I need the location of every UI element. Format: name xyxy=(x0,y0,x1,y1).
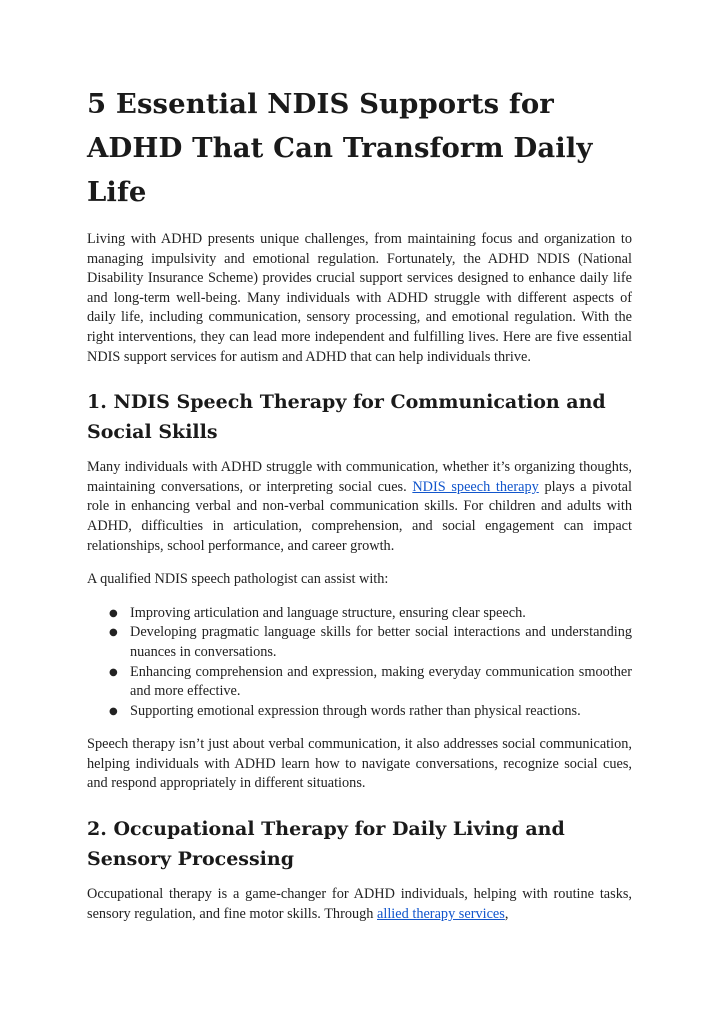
document-page xyxy=(87,82,632,938)
list-item xyxy=(87,663,632,702)
section-1-list-intro: A qualified NDIS speech pathologist can assist with: xyxy=(87,571,389,588)
list-item-text: Enhancing comprehension and expression, making everyday communication smoother and more effective. xyxy=(130,663,632,700)
page-title: 5 Essential NDIS Supports for ADHD That Can Transform Daily Life xyxy=(87,88,593,208)
section-2-text-after-link: , xyxy=(504,905,509,922)
bullet-icon: ● xyxy=(109,627,118,639)
section-2-text-before-link: Occupational therapy is a game-changer for ADHD individuals, helping with routine tasks, sensory regulation, and fine motor skills. Through xyxy=(87,886,632,922)
section-1-paragraph-1 xyxy=(87,458,632,556)
list-item xyxy=(87,702,632,722)
bullet-icon: ● xyxy=(109,705,118,717)
intro-paragraph: Living with ADHD presents unique challenges, from maintaining focus and organization to managing impulsivity and emotional regulation. Fortunately, the ADHD NDIS (National Disability Insurance Scheme) provides crucial support services designed to enhance daily life and long-term well-being. Many individuals with ADHD struggle with different aspects of daily life, including communication, sensory processing, and emotional regulation. With the right interventions, they can lead more independent and fulfilling lives. Here are five essential NDIS support services for autism and ADHD that can help individuals thrive. xyxy=(87,231,632,365)
list-item-text: Developing pragmatic language skills for better social interactions and understanding nuances in conversations. xyxy=(130,624,632,660)
section-2-paragraph-1 xyxy=(87,885,632,924)
section-1-heading: 1. NDIS Speech Therapy for Communication and Social Skills xyxy=(87,391,606,444)
bullet-icon: ● xyxy=(109,666,118,678)
section-1-paragraph-2: Speech therapy isn’t just about verbal communication, it also addresses social communication, helping individuals with ADHD learn how to navigate conversations, recognize social cues, and respond appropriately in different situations. xyxy=(87,736,632,792)
list-item-text: Improving articulation and language structure, ensuring clear speech. xyxy=(130,604,526,621)
bullet-icon: ● xyxy=(109,607,118,619)
ndis-speech-therapy-link[interactable]: NDIS speech therapy xyxy=(412,478,539,495)
list-item xyxy=(87,604,632,624)
speech-pathologist-support-list xyxy=(87,604,632,722)
section-1-text-after-link: plays a pivotal role in enhancing verbal and non-verbal communication skills. For children and adults with ADHD, difficulties in articulation, comprehension, and social engagement can impact relationships, school performance, and career growth. xyxy=(87,478,632,554)
allied-therapy-services-link[interactable]: allied therapy services xyxy=(377,905,505,922)
list-item xyxy=(87,623,632,662)
section-1-text-before-link: Many individuals with ADHD struggle with communication, whether it’s organizing thoughts, maintaining conversations, or interpreting social cues. xyxy=(87,459,632,495)
section-2-heading: 2. Occupational Therapy for Daily Living and Sensory Processing xyxy=(87,818,565,871)
list-item-text: Supporting emotional expression through words rather than physical reactions. xyxy=(130,702,581,719)
